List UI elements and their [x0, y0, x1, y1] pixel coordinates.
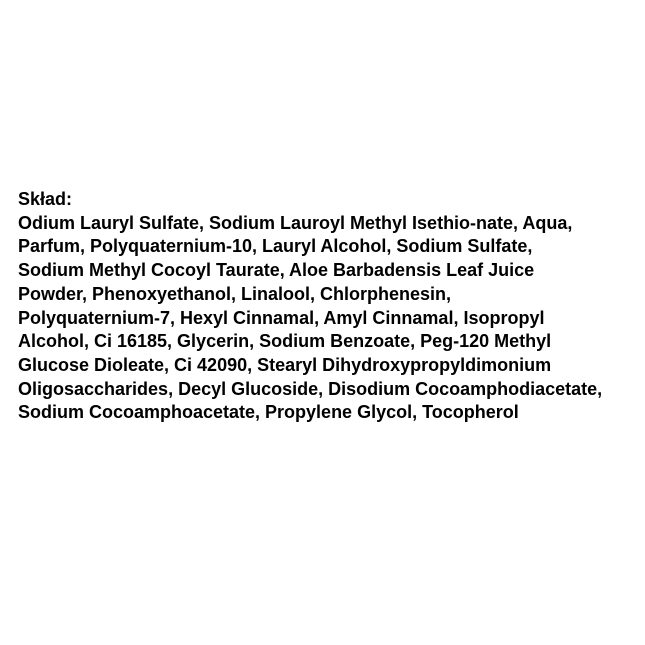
- ingredients-line: Alcohol, Ci 16185, Glycerin, Sodium Benzoate, Peg-120 Methyl: [18, 331, 552, 352]
- ingredients-heading: Skład:: [18, 189, 73, 209]
- ingredients-list: [18, 188, 638, 425]
- ingredients-line: Odium Lauryl Sulfate, Sodium Lauroyl Methyl Isethio-nate, Aqua,: [18, 212, 573, 233]
- ingredients-line: Oligosaccharides, Decyl Glucoside, Disodium Cocoamphodiacetate,: [18, 378, 603, 399]
- ingredients-line: Polyquaternium-7, Hexyl Cinnamal, Amyl Cinnamal, Isopropyl: [18, 307, 545, 328]
- ingredients-line: Powder, Phenoxyethanol, Linalool, Chlorphenesin,: [18, 283, 452, 304]
- ingredients-line: Glucose Dioleate, Ci 42090, Stearyl Dihydroxypropyldimonium: [18, 354, 552, 375]
- ingredients-line: Sodium Methyl Cocoyl Taurate, Aloe Barbadensis Leaf Juice: [18, 260, 535, 281]
- ingredients-line: Sodium Cocoamphoacetate, Propylene Glycol, Tocopherol: [18, 402, 519, 423]
- ingredients-line: Parfum, Polyquaternium-10, Lauryl Alcohol, Sodium Sulfate,: [18, 236, 533, 257]
